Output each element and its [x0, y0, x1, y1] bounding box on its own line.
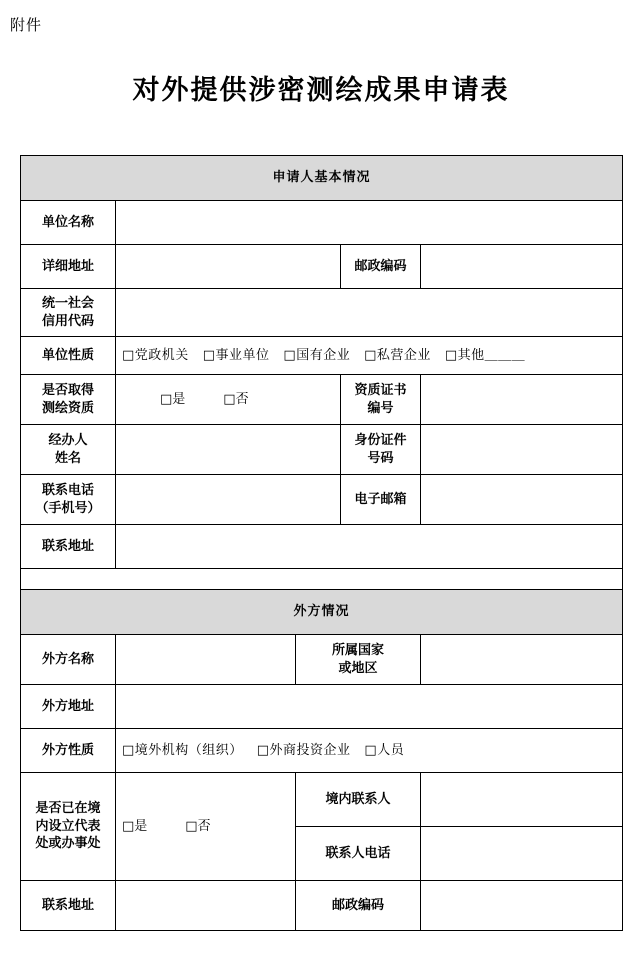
table-row	[21, 245, 623, 289]
label-line-2: 或地区	[338, 660, 378, 676]
field-label-postal-code: 邮政编码	[341, 245, 421, 289]
field-value-domestic-contact[interactable]	[421, 773, 623, 827]
field-label-foreign-contact-address: 联系地址	[21, 881, 116, 931]
section-heading-applicant: 申请人基本情况	[21, 156, 623, 201]
field-label-email: 电子邮箱	[341, 475, 421, 525]
field-label-foreign-name: 外方名称	[21, 635, 116, 685]
label-line-1: 资质证书	[354, 382, 407, 398]
table-row	[21, 881, 623, 931]
application-form-table	[20, 155, 623, 931]
label-line-1: 所属国家	[331, 642, 384, 658]
field-value-contact-person-phone[interactable]	[421, 827, 623, 881]
field-value-foreign-postal-code[interactable]	[421, 881, 623, 931]
section-header-row	[21, 590, 623, 635]
table-row	[21, 201, 623, 245]
checkbox-public-institution[interactable]: □事业单位	[202, 347, 270, 363]
field-label-contact-person-phone: 联系人电话	[296, 827, 421, 881]
checkbox-private-enterprise[interactable]: □私营企业	[364, 347, 431, 363]
label-line-2: 姓名	[54, 450, 81, 466]
table-row	[21, 773, 623, 827]
separator-row	[21, 569, 623, 590]
field-value-id-number[interactable]	[421, 425, 623, 475]
label-line-2: （手机号）	[35, 500, 101, 516]
field-value-qualification-cert-no[interactable]	[421, 375, 623, 425]
field-label-id-number	[341, 425, 421, 475]
section-header-row	[21, 156, 623, 201]
field-label-qualification-cert-no	[341, 375, 421, 425]
field-value-handler-name[interactable]	[116, 425, 341, 475]
separator-cell	[21, 569, 623, 590]
field-value-credit-code[interactable]	[116, 289, 623, 337]
field-value-email[interactable]	[421, 475, 623, 525]
field-value-contact-phone[interactable]	[116, 475, 341, 525]
field-choices-has-qualification	[116, 375, 341, 425]
label-line-1: 联系电话	[41, 482, 94, 498]
checkbox-other[interactable]: □其他＿＿＿	[444, 347, 526, 363]
table-row	[21, 289, 623, 337]
field-label-unit-name: 单位名称	[21, 201, 116, 245]
field-label-contact-address: 联系地址	[21, 525, 116, 569]
field-label-credit-code	[21, 289, 116, 337]
label-line-1: 经办人	[48, 432, 88, 448]
table-row	[21, 425, 623, 475]
field-value-unit-name[interactable]	[116, 201, 623, 245]
attachment-label: 附件	[10, 16, 43, 34]
table-row	[21, 525, 623, 569]
field-options-foreign-nature	[116, 729, 623, 773]
field-options-unit-nature	[116, 337, 623, 375]
checkbox-overseas-org[interactable]: □境外机构（组织）	[122, 742, 243, 758]
field-label-foreign-nature: 外方性质	[21, 729, 116, 773]
checkbox-office-no[interactable]: □否	[185, 818, 211, 834]
field-value-foreign-country[interactable]	[421, 635, 623, 685]
field-label-domestic-contact: 境内联系人	[296, 773, 421, 827]
field-label-unit-nature: 单位性质	[21, 337, 116, 375]
label-line-2: 内设立代表	[35, 818, 101, 834]
checkbox-foreign-invested[interactable]: □外商投资企业	[256, 742, 351, 758]
section-heading-foreign-party: 外方情况	[21, 590, 623, 635]
table-row	[21, 475, 623, 525]
field-value-contact-address[interactable]	[116, 525, 623, 569]
label-line-2: 测绘资质	[41, 400, 94, 416]
checkbox-party-gov[interactable]: □党政机关	[122, 347, 189, 363]
field-value-detailed-address[interactable]	[116, 245, 341, 289]
checkbox-individual[interactable]: □人员	[364, 742, 405, 758]
field-label-has-domestic-office	[21, 773, 116, 881]
field-label-detailed-address: 详细地址	[21, 245, 116, 289]
field-label-handler-name	[21, 425, 116, 475]
table-row	[21, 729, 623, 773]
label-line-2: 信用代码	[41, 313, 94, 329]
field-label-contact-phone	[21, 475, 116, 525]
field-choices-has-domestic-office	[116, 773, 296, 881]
field-label-foreign-country	[296, 635, 421, 685]
label-line-2: 编号	[367, 400, 394, 416]
field-value-foreign-name[interactable]	[116, 635, 296, 685]
checkbox-office-yes[interactable]: □是	[122, 818, 148, 834]
table-row	[21, 685, 623, 729]
checkbox-state-owned[interactable]: □国有企业	[283, 347, 351, 363]
label-line-1: 是否已在境	[35, 801, 101, 817]
label-line-1: 身份证件	[354, 432, 407, 448]
page-title: 对外提供涉密测绘成果申请表	[132, 75, 510, 106]
field-label-has-qualification	[21, 375, 116, 425]
checkbox-qualification-no[interactable]: □否	[223, 391, 249, 407]
field-label-foreign-postal-code: 邮政编码	[296, 881, 421, 931]
label-line-2: 号码	[367, 450, 394, 466]
table-row	[21, 337, 623, 375]
field-label-foreign-address: 外方地址	[21, 685, 116, 729]
label-line-3: 处或办事处	[35, 836, 101, 852]
checkbox-qualification-yes[interactable]: □是	[160, 391, 186, 407]
field-value-postal-code[interactable]	[421, 245, 623, 289]
table-row	[21, 375, 623, 425]
label-line-1: 是否取得	[41, 382, 94, 398]
table-row	[21, 635, 623, 685]
field-value-foreign-contact-address[interactable]	[116, 881, 296, 931]
label-line-1: 统一社会	[41, 295, 94, 311]
field-value-foreign-address[interactable]	[116, 685, 623, 729]
